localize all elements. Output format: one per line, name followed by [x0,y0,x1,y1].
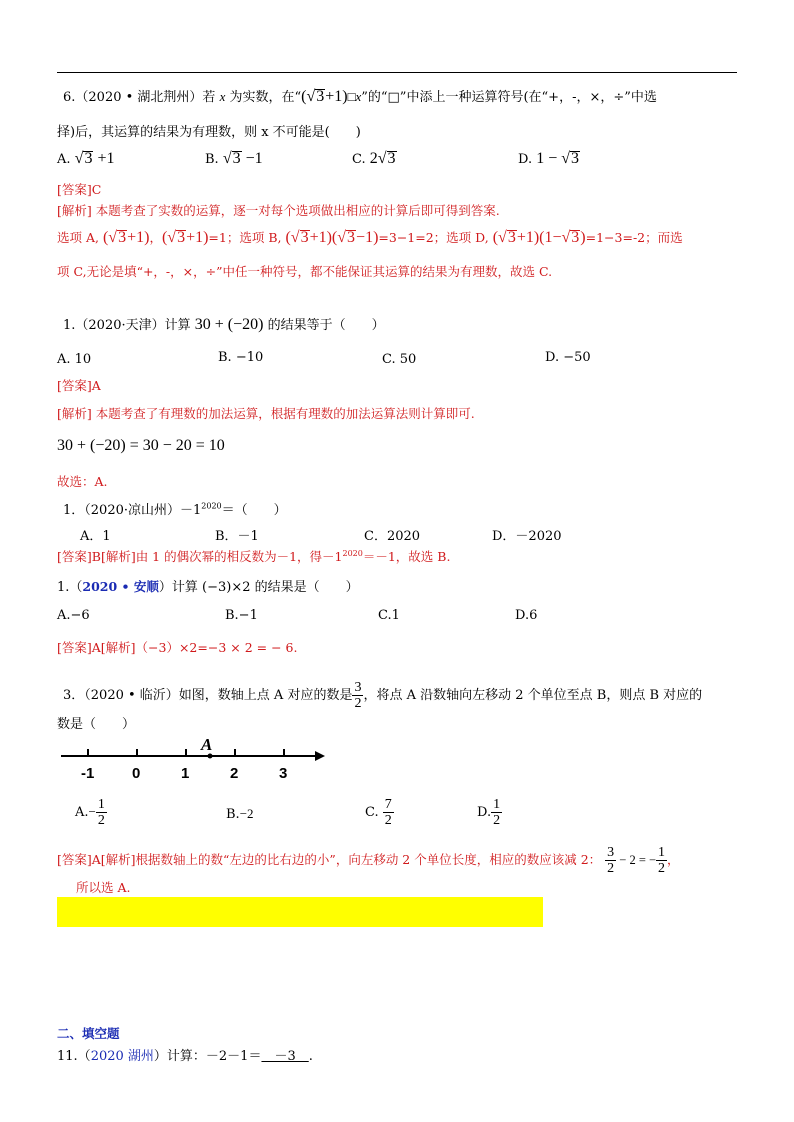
q3-stem-line1: 3．（2020 • 临沂）如图，数轴上点 A 对应的数是 $\frac{3}{2}$ ，将点 A 沿数轴向左移动 2 个单位至点 B，则点 B 对应的 [63,680,703,711]
section-title: 二、填空题 [57,1026,120,1041]
q3-answer-line1: [答案]A[解析]根据数轴上的数“左边的比右边的小”，向左移动 2 个单位长度，相应的数应该减 2： $\frac{3}{2}$ − 2 = − $\frac{1}{2}$ ， [57,845,680,876]
number-line-arrow [315,751,325,761]
q1b-option-a: A．1 [80,529,111,544]
q1c-option-b: B.−1 [225,608,258,623]
q6-line2: 择)后，其运算的结果为有理数，则 x 不可能是( ) [57,125,361,140]
q3-option-d: D. $\frac{1}{2}$ [477,797,501,828]
q6-analysis-2: 选项 A, (√3+1)，(√3+1)=1；选项 B, (√3+1)(√3−1)=3−1=2；选项 D, (√3+1)(1−√3)=1−3=-2；而选 [57,229,683,246]
q1c-answer: [答案]A[解析]（−3）×2=−3 × 2 = − 6. [57,640,298,655]
q3-answer-line2: 所以选 A. [76,880,131,895]
tick-label: 0 [132,765,141,782]
q1b-option-d: D．－2020 [492,529,562,544]
q3-option-c: C. $\frac{7}{2}$ [365,797,392,828]
tick-label: 2 [230,765,239,782]
q1a-conclusion: 故选：A. [57,474,108,489]
q1b-option-c: C．2020 [364,529,421,544]
q6-line1: 6.（2020 • 湖北荆州）若 x 为实数，在“(√3+1)□x”的“□”中添上一种运算符号(在“+，-，×，÷”中选 [63,88,657,105]
q1c-option-c: C.1 [378,608,400,623]
q6-answer: [答案]C [57,182,102,197]
q1a-analysis: [解析] 本题考查了有理数的加法运算，根据有理数的加法运算法则计算即可. [57,406,475,421]
tick-label: 1 [181,765,190,782]
tick-label: 3 [279,765,288,782]
q11-answer: －3 [261,1049,309,1064]
q1a-answer: [答案]A [57,378,101,393]
q1c-option-a: A.−6 [57,608,90,623]
point-a-dot [208,754,213,759]
q6-analysis-3: 项 C,无论是填“+，-，×，÷”中任一种符号，都不能保证其运算的结果为有理数，故选 C. [57,264,553,279]
q6-option-c: C. 2√3 [352,150,396,167]
q1c-option-d: D.6 [515,608,538,623]
q1a-calc: 30 + (−20) = 30 − 20 = 10 [57,437,225,454]
top-rule [57,72,737,73]
q1b-stem: 1．（2020·凉山州）$-1^{2020}=$（ ） [63,501,287,518]
highlight-bar [57,897,543,927]
q1a-option-b: B. −10 [218,350,264,365]
q1b-option-b: B．－1 [215,529,259,544]
q6-option-b: B. √3 −1 [205,150,263,167]
q6-option-d: D. 1 − √3 [518,150,580,167]
q3-option-b: B.−2 [226,806,254,822]
q1c-stem: 1.（2020 • 安顺）计算 (−3)×2 的结果是（ ） [57,579,359,595]
point-a-label: A [201,736,213,754]
tick-label: -1 [81,765,95,782]
q1b-answer: [答案]B[解析]由 1 的偶次幂的相反数为－1，得$-1^{2020}=-1$，故选 B. [57,548,451,564]
q1a-stem: 1.（2020·天津）计算 30 + (−20) 的结果等于（ ） [63,316,385,333]
q6-analysis-1: [解析] 本题考查了实数的运算，逐一对每个选项做出相应的计算后即可得到答案. [57,203,500,218]
q3-stem-line2: 数是（ ） [57,717,136,732]
q3-option-a: A.− $\frac{1}{2}$ [75,797,105,828]
q1a-option-d: D. −50 [545,350,591,365]
q1a-option-c: C. 50 [382,352,417,367]
q1a-option-a: A. 10 [57,352,92,367]
q11-stem: 11.（2020 湖州）计算：－2－1＝ －3 . [57,1049,313,1064]
q6-option-a: A. √3 +1 [57,150,115,167]
number-line-figure [57,736,327,786]
